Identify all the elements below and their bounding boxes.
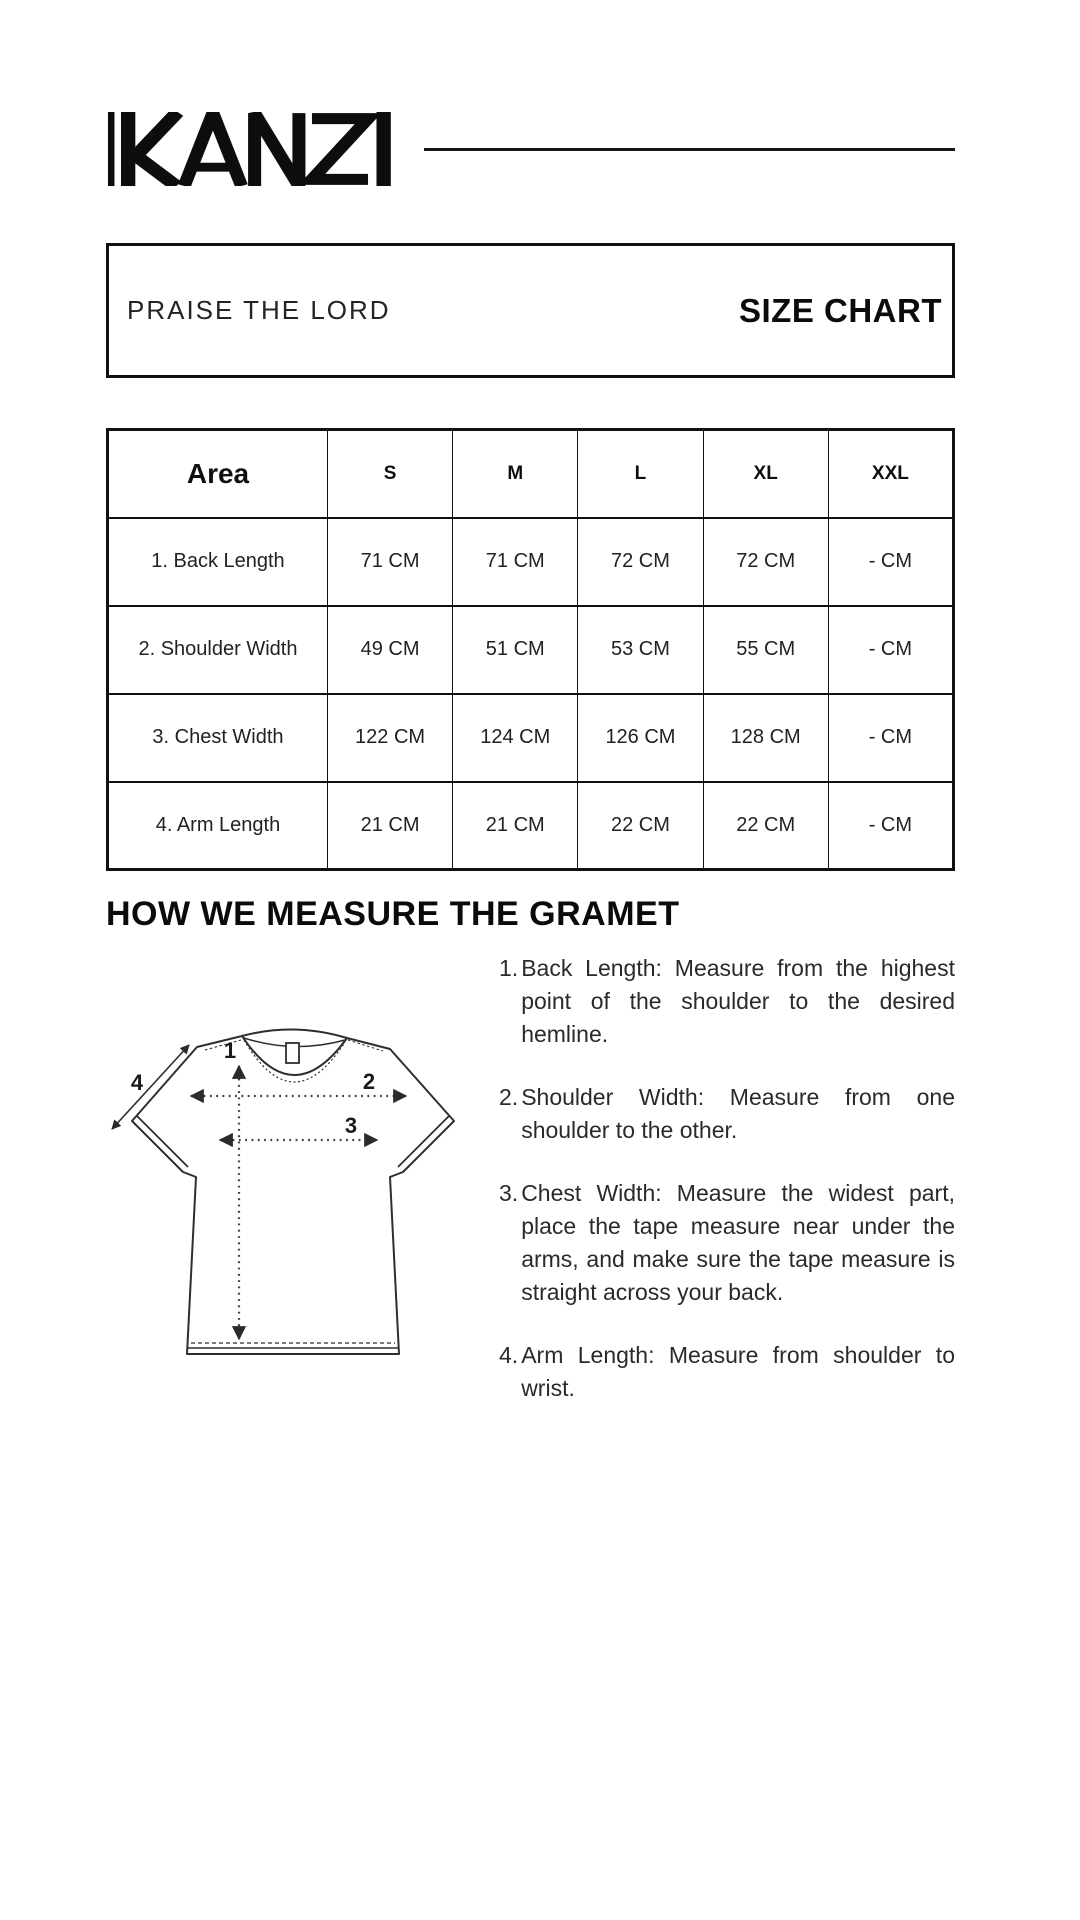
table-cell: 122 CM xyxy=(327,694,452,782)
table-cell: - CM xyxy=(828,694,953,782)
step-number: 2. xyxy=(499,1084,519,1110)
table-cell: 72 CM xyxy=(578,518,703,606)
table-cell: - CM xyxy=(828,782,953,870)
measure-step-arm-length xyxy=(499,1339,955,1405)
table-cell: - CM xyxy=(828,518,953,606)
measure-step-back-length xyxy=(499,952,955,1051)
table-cell: 71 CM xyxy=(453,518,578,606)
table-cell: 21 CM xyxy=(453,782,578,870)
logo-a-glyph xyxy=(184,113,241,186)
logo-divider-line xyxy=(424,148,955,151)
table-cell: 53 CM xyxy=(578,606,703,694)
kanzi-logo xyxy=(106,112,398,186)
measure-step-shoulder-width xyxy=(499,1081,955,1147)
kanzi-logo-letters xyxy=(111,112,383,186)
table-cell: 71 CM xyxy=(327,518,452,606)
tshirt-diagram xyxy=(101,1018,473,1366)
step-text: Back Length: Measure from the highest point of the shoulder to the desired hemline. xyxy=(521,955,955,1047)
table-row-arm-length xyxy=(108,782,954,870)
table-cell: 22 CM xyxy=(578,782,703,870)
table-row-back-length xyxy=(108,518,954,606)
diagram-label-1: 1 xyxy=(223,1038,237,1063)
step-number: 1. xyxy=(499,955,519,981)
diagram-label-2: 2 xyxy=(362,1069,376,1094)
table-header-cell-area: Area xyxy=(108,430,328,518)
diagram-label-3: 3 xyxy=(344,1113,358,1138)
diagram-label-4: 4 xyxy=(130,1070,144,1095)
step-number: 4. xyxy=(499,1342,519,1368)
table-cell: 124 CM xyxy=(453,694,578,782)
logo-k-lower-leg xyxy=(132,153,176,186)
table-cell: 128 CM xyxy=(703,694,828,782)
table-header-cell-xl: XL xyxy=(703,430,828,518)
table-row-shoulder-width xyxy=(108,606,954,694)
table-cell: 21 CM xyxy=(327,782,452,870)
neck-tag xyxy=(286,1043,299,1063)
table-cell: 55 CM xyxy=(703,606,828,694)
table-header-cell-s: S xyxy=(327,430,452,518)
table-header-row xyxy=(108,430,954,518)
table-header-cell-m: M xyxy=(453,430,578,518)
measure-section xyxy=(106,952,955,1435)
logo-row xyxy=(106,112,955,186)
step-number: 3. xyxy=(499,1180,519,1206)
table-cell: 22 CM xyxy=(703,782,828,870)
table-cell: - CM xyxy=(828,606,953,694)
table-cell: 4. Arm Length xyxy=(108,782,328,870)
tshirt-diagram-wrap xyxy=(101,1018,473,1366)
logo-n-glyph xyxy=(255,113,299,186)
measure-step-chest-width xyxy=(499,1177,955,1309)
table-cell: 51 CM xyxy=(453,606,578,694)
step-text: Arm Length: Measure from shoulder to wrist. xyxy=(521,1342,955,1401)
table-cell: 1. Back Length xyxy=(108,518,328,606)
measure-section-heading: HOW WE MEASURE THE GRAMET xyxy=(106,895,680,933)
table-cell: 3. Chest Width xyxy=(108,694,328,782)
logo-z-glyph xyxy=(312,119,368,180)
brand-subtitle: PRAISE THE LORD xyxy=(127,295,391,325)
table-header-cell-l: L xyxy=(578,430,703,518)
size-table xyxy=(106,428,955,871)
page-title: SIZE CHART xyxy=(739,291,942,329)
table-cell: 49 CM xyxy=(327,606,452,694)
step-text: Chest Width: Measure the widest part, place the tape measure near under the arms, and make sure the tape measure is straight across your back. xyxy=(521,1180,955,1305)
table-cell: 2. Shoulder Width xyxy=(108,606,328,694)
header-box xyxy=(106,243,955,378)
table-row-chest-width xyxy=(108,694,954,782)
measure-steps-list xyxy=(499,952,955,1435)
table-cell: 126 CM xyxy=(578,694,703,782)
step-text: Shoulder Width: Measure from one shoulder to the other. xyxy=(521,1084,955,1143)
tshirt-outline xyxy=(132,1029,454,1354)
table-cell: 72 CM xyxy=(703,518,828,606)
table-header-cell-xxl: XXL xyxy=(828,430,953,518)
